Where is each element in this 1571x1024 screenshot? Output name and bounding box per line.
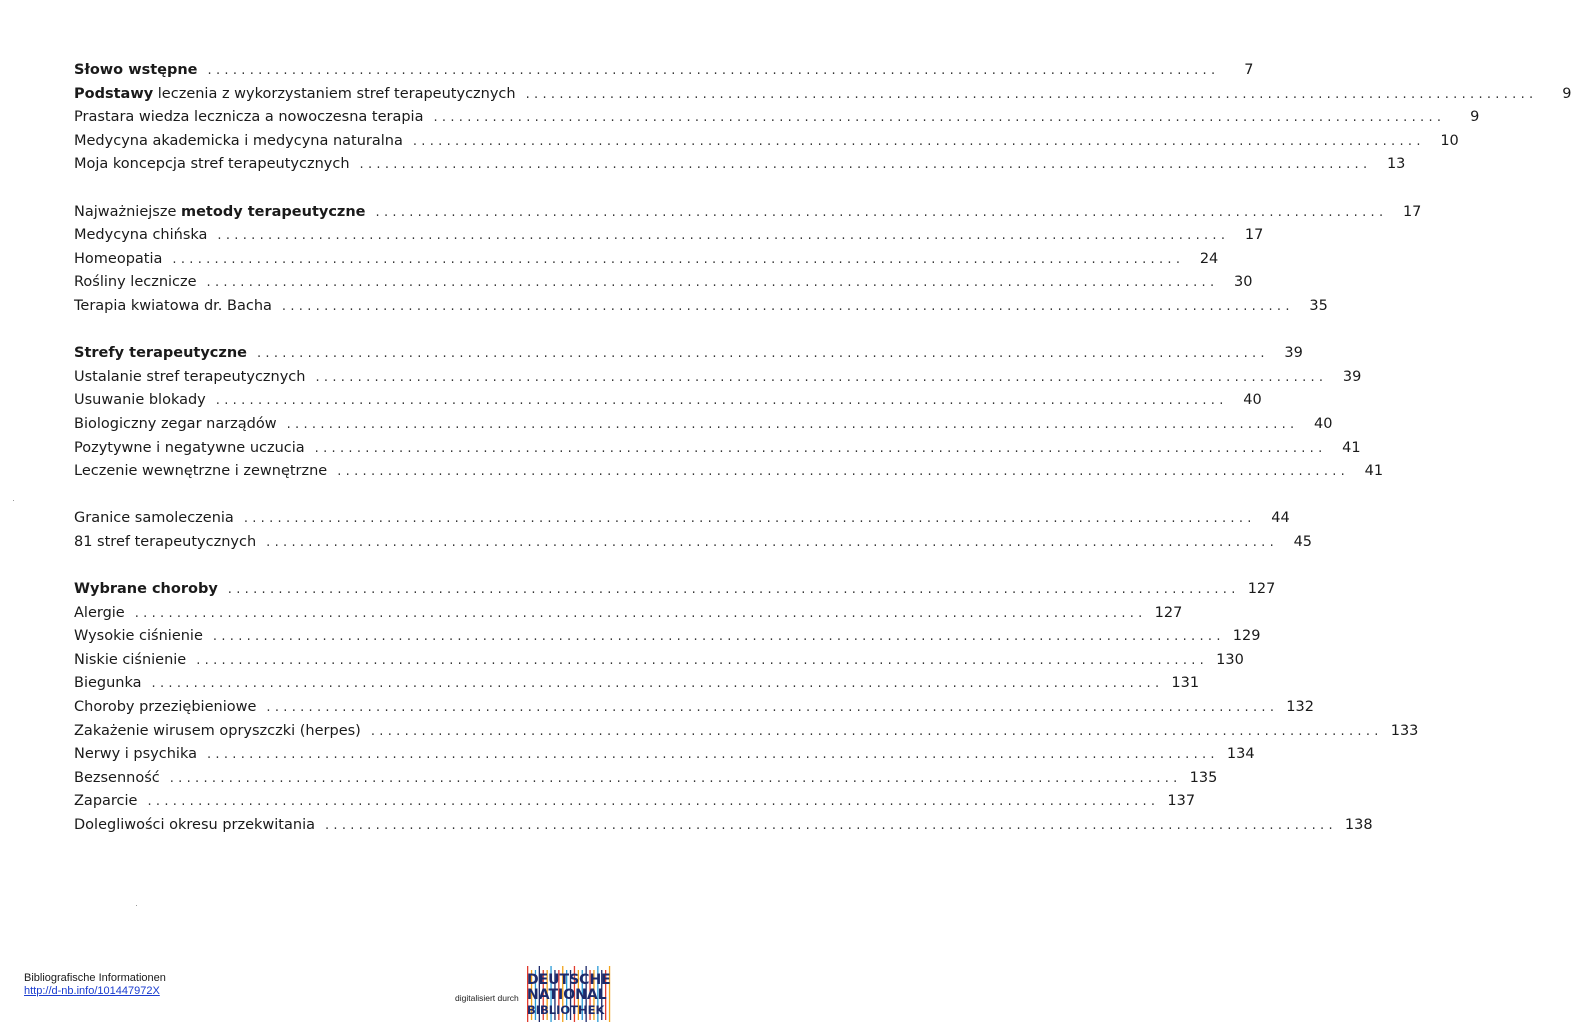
dot-leader: ........................................................................................................................	[325, 818, 1337, 833]
toc-entry-title	[74, 83, 516, 107]
toc-title-text: Moja koncepcja stref terapeutycznych	[74, 156, 350, 173]
toc-entry	[74, 437, 1361, 461]
toc-entry	[74, 271, 1253, 295]
dot-leader: ........................................................................................................................	[370, 723, 1383, 739]
dot-leader: ........................................................................................................................	[169, 770, 1182, 786]
toc-title-text: Prastara wiedza lecznicza a nowoczesna terapia	[74, 109, 424, 126]
toc-entry-title	[74, 389, 206, 413]
toc-entry	[74, 153, 1406, 177]
toc-title-text: Ustalanie stref terapeutycznych	[74, 368, 306, 385]
toc-entry	[74, 83, 1571, 107]
toc-entry-title	[74, 153, 350, 177]
toc-entry	[74, 578, 1276, 602]
toc-entry-title	[74, 437, 305, 461]
toc-page-number: 137	[1167, 793, 1196, 810]
toc-page-number: 41	[1364, 463, 1384, 480]
dot-leader: ........................................................................................................................	[359, 157, 1372, 173]
toc-title-bold: Strefy terapeutyczne	[74, 345, 247, 362]
toc-title-bold: Słowo wstępne	[74, 62, 198, 78]
toc-title-text: Nerwy i psychika	[74, 746, 197, 763]
toc-page-number: 127	[1247, 581, 1276, 598]
toc-entry-title	[74, 814, 315, 838]
toc-entry-title	[74, 531, 256, 555]
toc-entry	[74, 295, 1328, 319]
bibliographic-link[interactable]: http://d-nb.info/101447972X	[24, 985, 160, 997]
toc-title-text: Terapia kwiatowa dr. Bacha	[74, 297, 272, 314]
toc-entry-title	[74, 507, 234, 531]
toc-page-number: 9	[1562, 85, 1571, 102]
toc-page-number: 45	[1293, 533, 1313, 550]
toc-entry-title	[74, 649, 186, 673]
toc-page-number: 138	[1344, 817, 1373, 833]
toc-entry	[74, 720, 1419, 744]
toc-entry-title	[74, 460, 327, 484]
toc-title-text: Homeopatia	[74, 250, 163, 267]
dot-leader: ........................................................................................................................	[147, 794, 1160, 810]
toc-page-number: 131	[1171, 675, 1200, 692]
toc-page-number: 127	[1154, 604, 1183, 621]
toc-page-number: 130	[1216, 651, 1244, 668]
toc-entry-title	[74, 295, 272, 319]
dot-leader: ........................................................................................................................	[243, 511, 1256, 527]
toc-entry-title	[74, 342, 247, 366]
toc-page-number: 17	[1402, 203, 1422, 220]
dot-leader: ........................................................................................................................	[196, 652, 1209, 668]
toc-entry-title	[74, 625, 203, 649]
toc-title-text: Biegunka	[74, 675, 142, 692]
toc-page-number: 135	[1189, 769, 1218, 786]
dot-leader: ........................................................................................................................	[206, 747, 1219, 763]
dnb-logo-icon	[525, 966, 613, 1022]
toc-entry	[74, 790, 1196, 814]
toc-entry	[74, 106, 1480, 130]
toc-page-number: 10	[1440, 132, 1459, 149]
toc-title-text: Najważniejsze	[74, 203, 181, 220]
toc-page-number: 134	[1226, 746, 1255, 763]
scan-speck	[136, 905, 137, 906]
dot-leader: ........................................................................................................................	[337, 464, 1350, 480]
logo-text-line: DEUTSCHE	[527, 972, 611, 988]
toc-entry	[74, 814, 1373, 838]
dot-leader: ........................................................................................................................	[212, 629, 1225, 645]
toc-title-text: Zaparcie	[74, 793, 138, 810]
toc-page-number: 44	[1271, 510, 1290, 527]
toc-entry-title	[74, 59, 198, 83]
toc-entry	[74, 767, 1218, 791]
toc-entry-title	[74, 790, 137, 814]
dot-leader: ........................................................................................................................	[375, 204, 1388, 220]
dot-leader: ........................................................................................................................	[134, 605, 1147, 621]
toc-entry	[74, 672, 1200, 696]
toc-entry	[74, 366, 1362, 390]
toc-entry-title	[74, 696, 256, 720]
toc-page-number: 35	[1309, 297, 1328, 314]
bibliographic-label: Bibliografische Informationen	[24, 972, 166, 984]
toc-entry	[74, 602, 1183, 626]
dot-leader: ........................................................................................................................	[206, 275, 1219, 291]
toc-entry-title	[74, 767, 160, 791]
dot-leader: ........................................................................................................................	[433, 110, 1446, 126]
toc-title-text: Granice samoleczenia	[74, 510, 234, 527]
toc-entry-title	[74, 366, 305, 390]
toc-page-number: 41	[1342, 439, 1361, 456]
toc-title-text: Dolegliwości okresu przekwitania	[74, 817, 315, 833]
toc-entry	[74, 201, 1422, 225]
table-of-contents	[74, 59, 1571, 838]
toc-page-number: 17	[1244, 227, 1264, 244]
toc-entry	[74, 696, 1314, 720]
toc-page-number: 39	[1284, 345, 1303, 362]
toc-entry	[74, 460, 1384, 484]
toc-page-number: 40	[1314, 415, 1333, 432]
dot-leader: ........................................................................................................................	[151, 676, 1164, 692]
toc-title-text: Biologiczny zegar narządów	[74, 415, 277, 432]
toc-entry	[74, 224, 1264, 248]
toc-page-number: 13	[1386, 156, 1406, 173]
toc-entry	[74, 59, 1254, 83]
toc-title-text: Medycyna chińska	[74, 227, 208, 244]
dnb-attribution	[455, 966, 615, 1022]
dot-leader: ........................................................................................................................	[227, 582, 1240, 598]
toc-title-text: Wysokie ciśnienie	[74, 628, 203, 645]
toc-entry-title	[74, 271, 197, 295]
toc-entry-title	[74, 106, 423, 130]
toc-title-text: 81 stref terapeutycznych	[74, 533, 257, 550]
toc-entry-title	[74, 248, 162, 272]
dot-leader: ........................................................................................................................	[266, 534, 1279, 550]
toc-entry-title	[74, 130, 403, 154]
toc-title-text: Choroby przeziębieniowe	[74, 699, 257, 716]
dot-leader: ........................................................................................................................	[525, 86, 1538, 102]
logo-text-line: NATIONAL	[527, 987, 607, 1003]
toc-title-bold: Podstawy	[74, 85, 154, 102]
dot-leader: ........................................................................................................................	[412, 133, 1425, 149]
toc-entry	[74, 413, 1333, 437]
toc-entry	[74, 248, 1219, 272]
digitized-by-label: digitalisiert durch	[455, 993, 519, 1003]
dot-leader: ........................................................................................................................	[281, 298, 1294, 314]
toc-title-text: Alergie	[74, 604, 125, 621]
toc-entry	[74, 130, 1459, 154]
toc-entry-title	[74, 602, 125, 626]
toc-entry	[74, 649, 1244, 673]
toc-entry-title	[74, 413, 277, 437]
toc-title-text: Rośliny lecznicze	[74, 274, 197, 291]
toc-page-number: 133	[1390, 722, 1419, 739]
toc-page-number: 30	[1233, 274, 1253, 291]
toc-title-text: Medycyna akademicka i medycyna naturalna	[74, 132, 403, 149]
dot-leader: ........................................................................................................................	[207, 63, 1220, 78]
dot-leader: ........................................................................................................................	[314, 440, 1327, 456]
toc-title-text: Niskie ciśnienie	[74, 651, 187, 668]
toc-page-number: 9	[1470, 109, 1480, 126]
toc-entry	[74, 531, 1313, 555]
toc-page-number: 40	[1243, 392, 1262, 409]
dot-leader: ........................................................................................................................	[217, 228, 1230, 244]
dot-leader: ........................................................................................................................	[256, 346, 1269, 362]
toc-page-number: 39	[1342, 368, 1362, 385]
dot-leader: ........................................................................................................................	[315, 369, 1328, 385]
toc-title-bold: metody terapeutyczne	[180, 203, 366, 220]
toc-entry	[74, 743, 1255, 767]
toc-title-text: Leczenie wewnętrzne i zewnętrzne	[74, 463, 328, 480]
toc-entry-title	[74, 672, 142, 696]
toc-entry	[74, 342, 1303, 366]
toc-title-text: Pozytywne i negatywne uczucia	[74, 439, 305, 456]
toc-title-text: leczenia z wykorzystaniem stref terapeutycznych	[153, 85, 516, 102]
toc-page-number: 129	[1232, 628, 1261, 645]
dot-leader: ........................................................................................................................	[266, 700, 1279, 716]
toc-entry-title	[74, 224, 207, 248]
toc-title-text: Bezsenność	[74, 769, 160, 786]
logo-text-line: BIBLIOTHEK	[527, 1003, 605, 1017]
toc-page-number: 7	[1244, 62, 1254, 78]
toc-entry	[74, 625, 1261, 649]
toc-title-text: Zakażenie wirusem opryszczki (herpes)	[74, 722, 361, 739]
dot-leader: ........................................................................................................................	[286, 416, 1299, 432]
bibliographic-info	[24, 972, 166, 998]
toc-entry-title	[74, 743, 197, 767]
dot-leader: ........................................................................................................................	[172, 251, 1185, 267]
toc-entry	[74, 389, 1262, 413]
toc-page-number: 132	[1286, 699, 1314, 716]
toc-title-bold: Wybrane choroby	[74, 581, 218, 598]
toc-entry-title	[74, 578, 218, 602]
toc-entry-title	[74, 201, 366, 225]
toc-title-text: Usuwanie blokady	[74, 392, 206, 409]
toc-entry-title	[74, 720, 361, 744]
toc-page-number: 24	[1199, 250, 1219, 267]
scan-speck	[13, 500, 14, 501]
toc-entry	[74, 507, 1290, 531]
dot-leader: ........................................................................................................................	[215, 393, 1228, 409]
